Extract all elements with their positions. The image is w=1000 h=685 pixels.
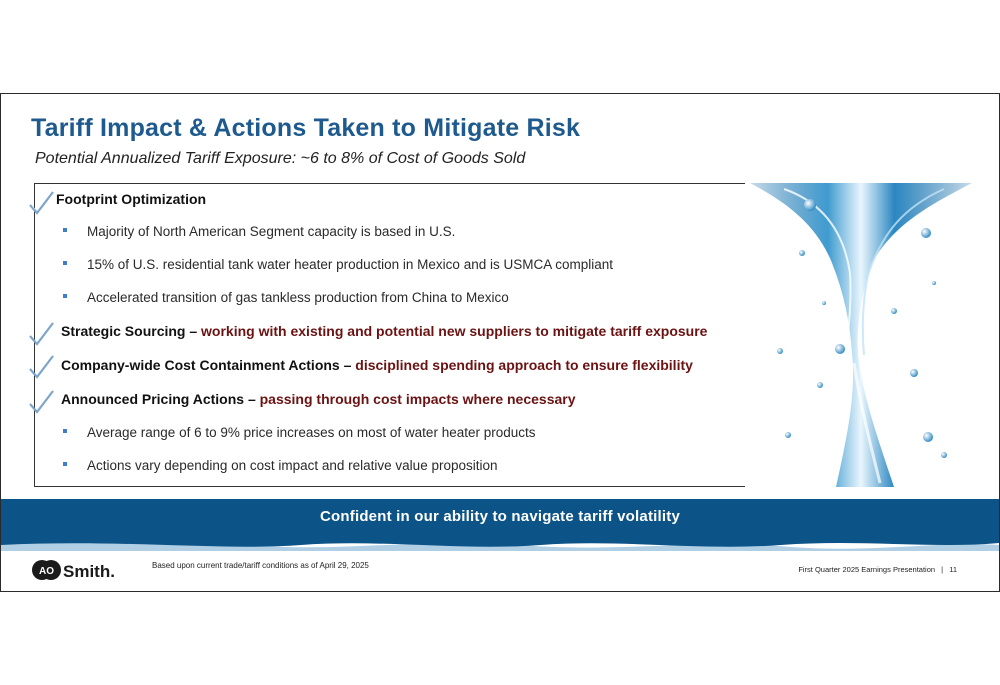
svg-text:Smith.: Smith. bbox=[63, 562, 115, 581]
heading-dash: – bbox=[343, 357, 352, 373]
heading-dash: – bbox=[189, 323, 198, 339]
section-heading-sourcing bbox=[61, 323, 707, 339]
slide bbox=[0, 93, 1000, 592]
heading-dash: – bbox=[247, 391, 256, 407]
checkmark-icon bbox=[28, 354, 54, 380]
bullet-text: Average range of 6 to 9% price increases on most of water heater products bbox=[87, 425, 536, 440]
checkmark-icon bbox=[28, 190, 54, 216]
presentation-name: First Quarter 2025 Earnings Presentation bbox=[798, 565, 936, 574]
bullet-dot bbox=[63, 228, 67, 232]
bullet-dot bbox=[63, 429, 67, 433]
section-heading-detail: working with existing and potential new suppliers to mitigate tariff exposure bbox=[201, 323, 708, 339]
bullet-item bbox=[63, 290, 509, 305]
section-heading-detail: passing through cost impacts where necessary bbox=[259, 391, 576, 407]
section-heading-label: Announced Pricing Actions bbox=[61, 391, 245, 407]
banner-message: Confident in our ability to navigate tariff volatility bbox=[320, 508, 680, 525]
footer-separator: | bbox=[941, 565, 944, 574]
slide-title: Tariff Impact & Actions Taken to Mitigate Risk bbox=[31, 114, 581, 142]
company-logo bbox=[31, 557, 123, 583]
bullet-text: Accelerated transition of gas tankless production from China to Mexico bbox=[87, 290, 509, 305]
bullet-text: Actions vary depending on cost impact and relative value proposition bbox=[87, 458, 498, 473]
checkmark-icon bbox=[28, 389, 54, 415]
bullet-text: Majority of North American Segment capacity is based in U.S. bbox=[87, 224, 456, 239]
section-heading-footprint bbox=[56, 191, 206, 207]
svg-text:AO: AO bbox=[39, 566, 54, 577]
bullet-text: 15% of U.S. residential tank water heater production in Mexico and is USMCA compliant bbox=[87, 257, 614, 272]
ao-smith-logo-icon bbox=[31, 557, 123, 583]
footnote: Based upon current trade/tariff conditions as of April 29, 2025 bbox=[152, 561, 369, 570]
bullet-item bbox=[63, 257, 613, 272]
slide-subtitle: Potential Annualized Tariff Exposure: ~6 to 8% of Cost of Goods Sold bbox=[35, 150, 526, 167]
section-heading-label: Company-wide Cost Containment Actions bbox=[61, 357, 340, 373]
bullet-item bbox=[63, 224, 455, 239]
section-heading-cost bbox=[61, 357, 693, 373]
banner-background bbox=[1, 499, 999, 551]
content-box bbox=[34, 183, 745, 487]
bullet-item bbox=[63, 458, 498, 473]
footer-page-info bbox=[798, 565, 957, 574]
water-splash-image bbox=[744, 183, 974, 487]
bullet-dot bbox=[63, 462, 67, 466]
bullet-dot bbox=[63, 261, 67, 265]
bullet-item bbox=[63, 425, 536, 440]
section-heading-label: Strategic Sourcing bbox=[61, 323, 186, 339]
bullet-dot bbox=[63, 294, 67, 298]
section-heading-detail: disciplined spending approach to ensure flexibility bbox=[355, 357, 693, 373]
page-number: 11 bbox=[949, 565, 957, 574]
section-heading-pricing bbox=[61, 391, 576, 407]
section-heading-label: Footprint Optimization bbox=[56, 191, 207, 207]
checkmark-icon bbox=[28, 321, 54, 347]
